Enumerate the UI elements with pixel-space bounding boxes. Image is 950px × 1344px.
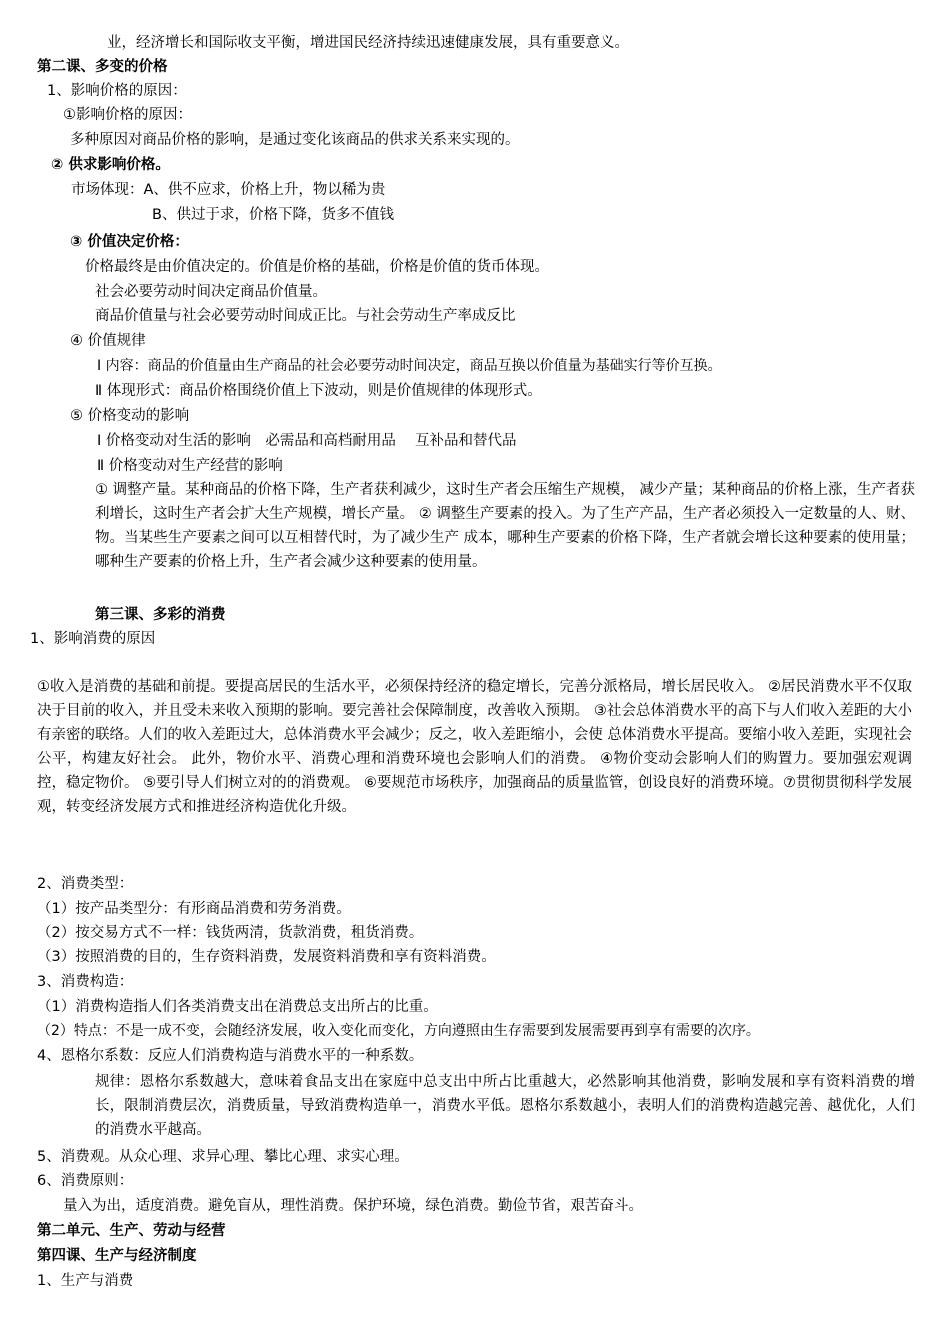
text-line: ④ 价值规律: [70, 333, 146, 349]
text-line: 商品价值量与社会必要劳动时间成正比。与社会劳动生产率成反比: [95, 308, 516, 324]
text-line: Ⅰ 内容：商品的价值量由生产商品的社会必要劳动时间决定，商品互换以价值量为基础实行等价互换。: [97, 358, 722, 374]
paragraph: ① 调整产量。某种商品的价格下降，生产者获利减少，这时生产者会压缩生产规模， 减少产量；某种商品的价格上涨，生产者获利增长，这时生产者会扩大生产规模，增长产量。 ② 调整生产要素的投入。为了生产产品，生产者必须投入一定数量的人、财、物。当某些生产要素之间可以互相替代时，为了减少生产 成本，哪种生产要素的价格下降，生产者就会增长这种要素的使用量；哪种生产要素的价格上升，生产者会减少这种要素的使用量。: [95, 482, 915, 570]
text-line: （2）特点：不是一成不变，会随经济发展，收入变化而变化，方向遵照由生存需要到发展需要再到享有需要的次序。: [37, 1023, 760, 1039]
text-line: Ⅱ 体现形式：商品价格围绕价值上下波动，则是价值规律的体现形式。: [95, 383, 542, 399]
text-line: Ⅱ 价格变动对生产经营的影响: [97, 458, 283, 474]
text-line: 多种原因对商品价格的影响，是通过变化该商品的供求关系来实现的。: [70, 132, 520, 148]
text-line: ①影响价格的原因：: [63, 107, 192, 123]
text-line: ⑤ 价格变动的影响: [70, 408, 190, 424]
subheading: ② 供求影响价格。: [51, 157, 170, 173]
text-line: 6、消费原则：: [37, 1173, 134, 1189]
section-heading: 第三课、多彩的消费: [95, 607, 226, 623]
text-line: 5、消费观。从众心理、求异心理、攀比心理、求实心理。: [37, 1149, 409, 1165]
text-line: 2、消费类型：: [37, 876, 134, 892]
section-heading: 第二课、多变的价格: [37, 59, 168, 75]
text-line: （2）按交易方式不一样：钱货两清，货款消费，租货消费。: [37, 925, 424, 941]
paragraph: ①收入是消费的基础和前提。要提高居民的生活水平，必须保持经济的稳定增长，完善分派格局，增长居民收入。 ②居民消费水平不仅取决于目前的收入，并且受未来收入预期的影响。要完善社会保障制度，改善收入预期。 ③社会总体消费水平的高下与人们收入差距的大小有亲密的联络。人们的收入差距过大，总体消费水平会减少；反之，收入差距缩小，会使 总体消费水平提高。要缩小收入差距，实现社会公平，构建友好社会。 此外，物价水平、消费心理和消费环境也会影响人们的消费。 ④物价变动会影响人们的购置力。要加强宏观调控，稳定物价。 ⑤要引导人们树立对的的消费观。 ⑥要规范市场秩序，加强商品的质量监管，创设良好的消费环境。⑦贯彻贯彻科学发展观，转变经济发展方式和推进经济构造优化升级。: [37, 679, 912, 815]
text-line: Ⅰ 价格变动对生活的影响 必需品和高档耐用品 互补品和替代品: [97, 433, 517, 449]
subheading: ③ 价值决定价格：: [70, 234, 189, 250]
text-line: 价格最终是由价值决定的。价值是价格的基础，价格是价值的货币体现。: [85, 259, 549, 275]
text-line: 社会必要劳动时间决定商品价值量。: [95, 284, 327, 300]
section-heading: 第四课、生产与经济制度: [37, 1248, 197, 1264]
text-line: 1、生产与消费: [37, 1273, 134, 1289]
paragraph: 规律：恩格尔系数越大，意味着食品支出在家庭中总支出中所占比重越大，必然影响其他消费，影响发展和享有资料消费的增长，限制消费层次，消费质量，导致消费构造单一，消费水平低。恩格尔系数越小，表明人们的消费构造越完善、越优化，人们的消费水平越高。: [95, 1074, 915, 1138]
text-line: 市场体现：A、供不应求，价格上升，物以稀为贵: [71, 182, 386, 198]
text-line: 业，经济增长和国际收支平衡，增进国民经济持续迅速健康发展，具有重要意义。: [107, 35, 629, 51]
text-line: 量入为出，适度消费。避免盲从，理性消费。保护环境，绿色消费。勤俭节省，艰苦奋斗。: [63, 1198, 643, 1214]
text-line: 4、恩格尔系数：反应人们消费构造与消费水平的一种系数。: [37, 1048, 424, 1064]
text-line: （3）按照消费的目的，生存资料消费，发展资料消费和享有资料消费。: [37, 949, 496, 965]
text-line: B、供过于求，价格下降，货多不值钱: [152, 207, 394, 223]
text-line: （1）消费构造指人们各类消费支出在消费总支出所占的比重。: [37, 999, 438, 1015]
text-line: （1）按产品类型分：有形商品消费和劳务消费。: [37, 901, 351, 917]
text-line: 1、影响价格的原因：: [47, 83, 187, 99]
text-line: 3、消费构造：: [37, 974, 134, 990]
text-line: 1、影响消费的原因: [30, 631, 156, 647]
unit-heading: 第二单元、生产、劳动与经营: [37, 1223, 226, 1239]
